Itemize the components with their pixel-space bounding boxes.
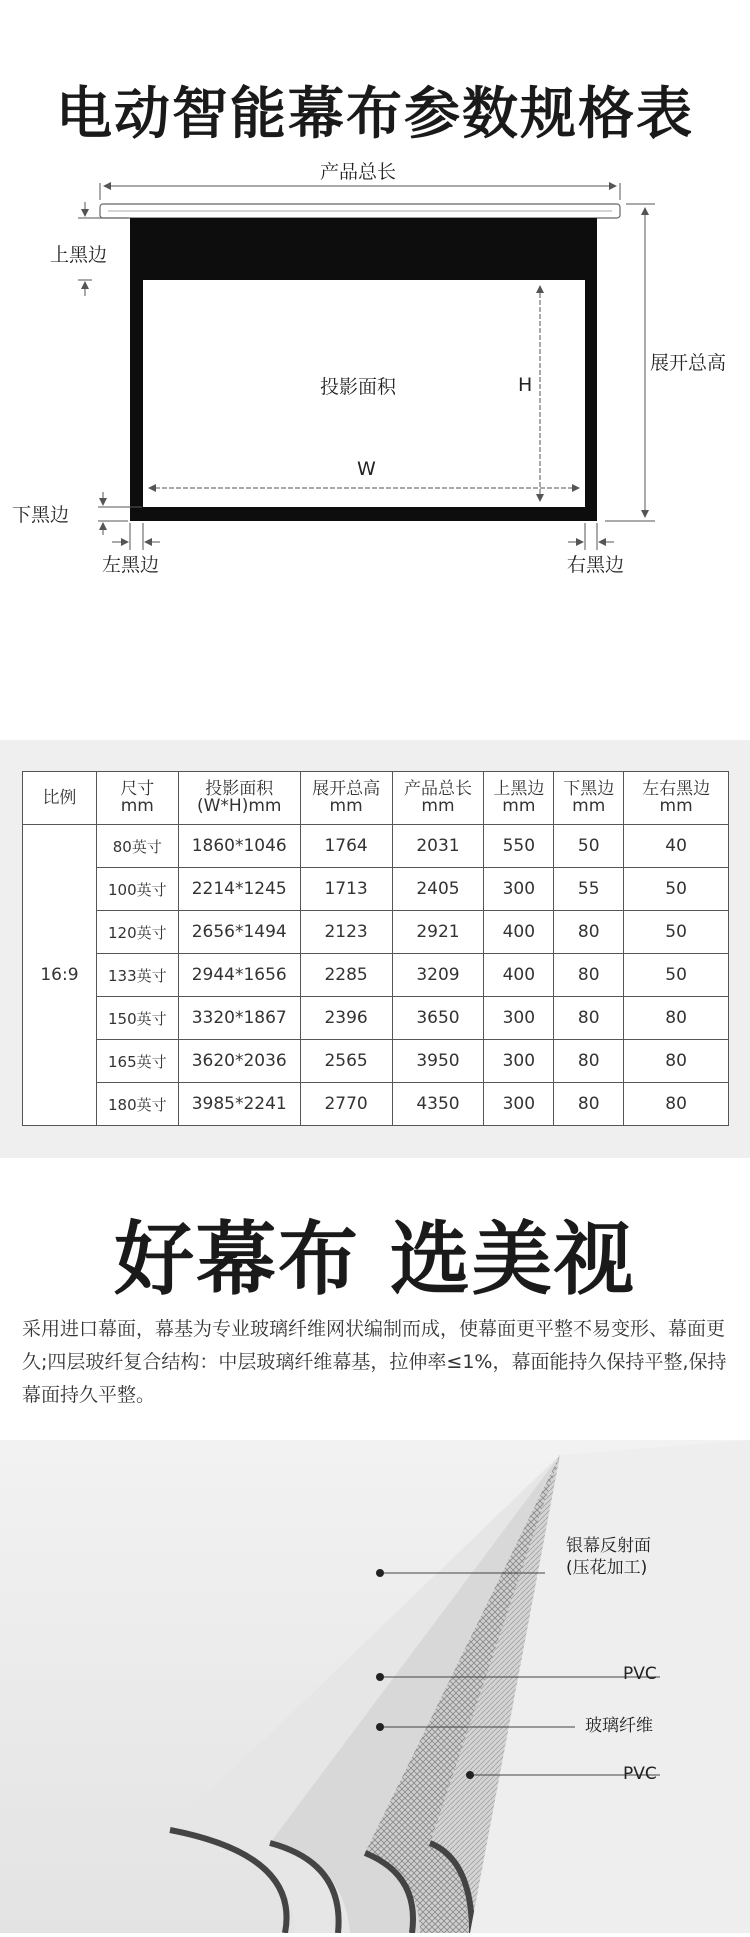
table-row [23, 911, 729, 954]
table-cell: 1860*1046 [178, 825, 300, 868]
table-row [23, 997, 729, 1040]
bottom-border-label: 下黑边 [12, 504, 70, 526]
table-cell: 80 [624, 1083, 729, 1126]
table-cell: 2285 [300, 954, 392, 997]
spec-table-panel [0, 740, 750, 1158]
screen-dimension-diagram [0, 161, 750, 720]
table-cell: 300 [484, 868, 554, 911]
table-cell: 165英寸 [96, 1040, 178, 1083]
table-cell: 2123 [300, 911, 392, 954]
screen-diagram-graphic [0, 180, 750, 720]
table-cell: 80 [624, 1040, 729, 1083]
table-cell: 180英寸 [96, 1083, 178, 1126]
table-cell: 550 [484, 825, 554, 868]
table-cell: 2214*1245 [178, 868, 300, 911]
table-cell: 2396 [300, 997, 392, 1040]
table-cell: 2944*1656 [178, 954, 300, 997]
table-row [23, 868, 729, 911]
width-w-label: W [357, 458, 376, 480]
silver-surface-label: 银幕反射面 (压花加工) [566, 1536, 651, 1578]
table-row [23, 1083, 729, 1126]
table-cell: 2565 [300, 1040, 392, 1083]
pvc-top-label: PVC [623, 1664, 657, 1684]
table-cell: 3985*2241 [178, 1083, 300, 1126]
projection-area-label: 投影面积 [320, 376, 397, 398]
table-cell: 3650 [392, 997, 484, 1040]
table-cell: 3620*2036 [178, 1040, 300, 1083]
table-header-row [23, 772, 729, 825]
product-length-label: 产品总长 [320, 161, 397, 183]
table-cell: 150英寸 [96, 997, 178, 1040]
ratio-cell: 16:9 [23, 825, 97, 1126]
table-cell: 2031 [392, 825, 484, 868]
total-height-label: 展开总高 [650, 352, 727, 374]
header-projection-area: 投影面积 (W*H)mm [178, 772, 300, 825]
header-top-border: 上黑边 mm [484, 772, 554, 825]
table-cell: 80英寸 [96, 825, 178, 868]
table-cell: 80 [554, 997, 624, 1040]
table-cell: 80 [624, 997, 729, 1040]
table-cell: 100英寸 [96, 868, 178, 911]
table-cell: 55 [554, 868, 624, 911]
table-cell: 80 [554, 1083, 624, 1126]
right-border-label: 右黑边 [567, 554, 625, 576]
table-cell: 1764 [300, 825, 392, 868]
table-cell: 50 [624, 954, 729, 997]
top-border-label: 上黑边 [50, 244, 108, 266]
layer-structure-illustration [0, 1435, 750, 1933]
header-size: 尺寸 mm [96, 772, 178, 825]
table-cell: 40 [624, 825, 729, 868]
table-cell: 50 [624, 911, 729, 954]
header-bottom-border: 下黑边 mm [554, 772, 624, 825]
table-cell: 3209 [392, 954, 484, 997]
table-row [23, 954, 729, 997]
table-cell: 2921 [392, 911, 484, 954]
table-cell: 1713 [300, 868, 392, 911]
table-cell: 50 [624, 868, 729, 911]
table-row [23, 825, 729, 868]
table-row [23, 1040, 729, 1083]
table-cell: 2656*1494 [178, 911, 300, 954]
header-ratio: 比例 [23, 772, 97, 825]
left-border-label: 左黑边 [102, 554, 160, 576]
table-cell: 300 [484, 997, 554, 1040]
pvc-bottom-label: PVC [623, 1764, 657, 1784]
table-cell: 400 [484, 911, 554, 954]
table-cell: 80 [554, 954, 624, 997]
table-cell: 50 [554, 825, 624, 868]
table-cell: 300 [484, 1083, 554, 1126]
section-description: 采用进口幕面，幕基为专业玻璃纤维网状编制而成，使幕面更平整不易变形、幕面更久;四层玻纤复合结构：中层玻璃纤维幕基，拉伸率≤1%，幕面能持久保持平整,保持幕面持久平整。 [22, 1318, 727, 1406]
header-total-height: 展开总高 mm [300, 772, 392, 825]
spec-table [22, 771, 729, 1126]
table-cell: 120英寸 [96, 911, 178, 954]
table-cell: 2770 [300, 1083, 392, 1126]
header-product-length: 产品总长 mm [392, 772, 484, 825]
table-cell: 3950 [392, 1040, 484, 1083]
table-cell: 3320*1867 [178, 997, 300, 1040]
height-h-label: H [518, 374, 533, 396]
table-cell: 400 [484, 954, 554, 997]
table-cell: 133英寸 [96, 954, 178, 997]
header-side-border: 左右黑边 mm [624, 772, 729, 825]
table-cell: 2405 [392, 868, 484, 911]
section-title: 好幕布 选美视 [114, 1213, 636, 1306]
fiberglass-label: 玻璃纤维 [585, 1716, 653, 1736]
page-title: 电动智能幕布参数规格表 [56, 82, 694, 147]
table-cell: 80 [554, 911, 624, 954]
table-cell: 300 [484, 1040, 554, 1083]
table-cell: 4350 [392, 1083, 484, 1126]
table-cell: 80 [554, 1040, 624, 1083]
